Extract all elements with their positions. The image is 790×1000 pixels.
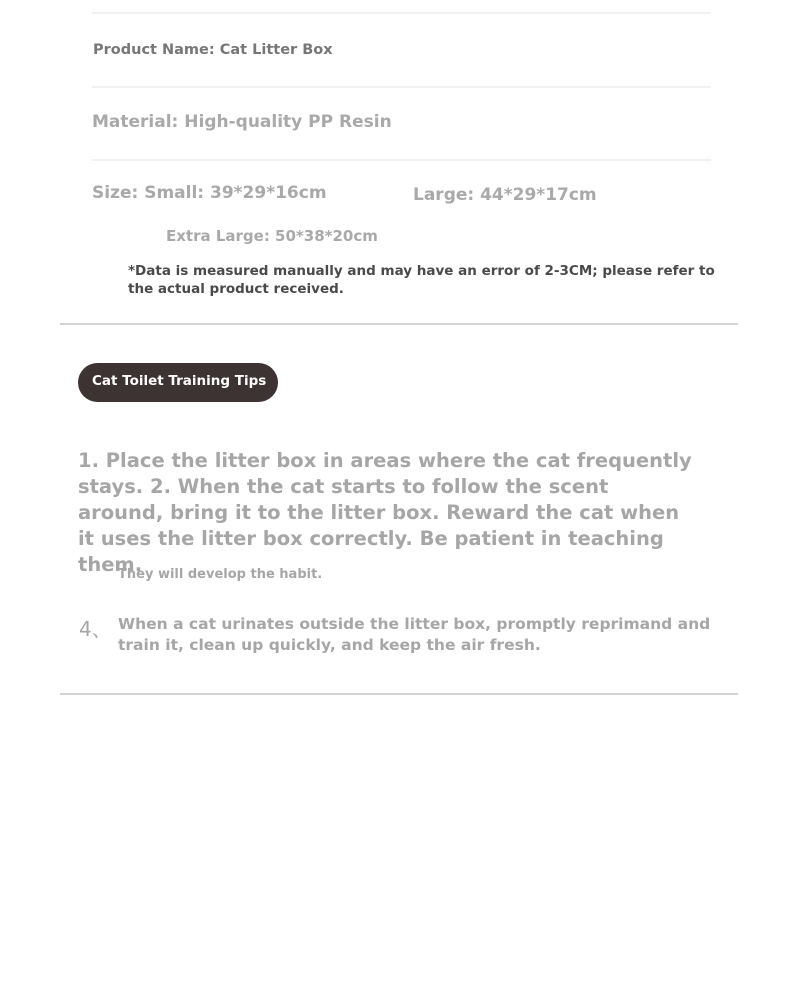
divider-top <box>92 12 711 14</box>
material-spec: Material: High-quality PP Resin <box>92 112 392 132</box>
training-tips-badge: Cat Toilet Training Tips <box>78 363 278 402</box>
bottom-divider <box>60 693 738 695</box>
divider-product-name <box>92 86 711 88</box>
product-name: Product Name: Cat Litter Box <box>93 42 333 58</box>
section-divider <box>60 323 738 325</box>
tip-4-text: When a cat urinates outside the litter box, promptly reprimand and train it, clean up quickly, and keep the air fresh. <box>118 615 711 654</box>
size-small-spec: Size: Small: 39*29*16cm <box>92 183 327 203</box>
tip-4-number: 4、 <box>79 617 112 641</box>
size-extra-large-spec: Extra Large: 50*38*20cm <box>166 227 378 245</box>
size-large-spec: Large: 44*29*17cm <box>413 185 597 205</box>
measurement-note: *Data is measured manually and may have an error of 2-3CM; please refer to the actual product received. <box>128 263 715 297</box>
training-tip-sub: They will develop the habit. <box>118 567 323 582</box>
training-tip-main: 1. Place the litter box in areas where the cat frequently stays. 2. When the cat starts to follow the scent around, bring it to the litter box. Reward the cat when it uses the litter box correctly. Be patient in teaching them. <box>78 449 692 576</box>
divider-material <box>92 159 711 161</box>
